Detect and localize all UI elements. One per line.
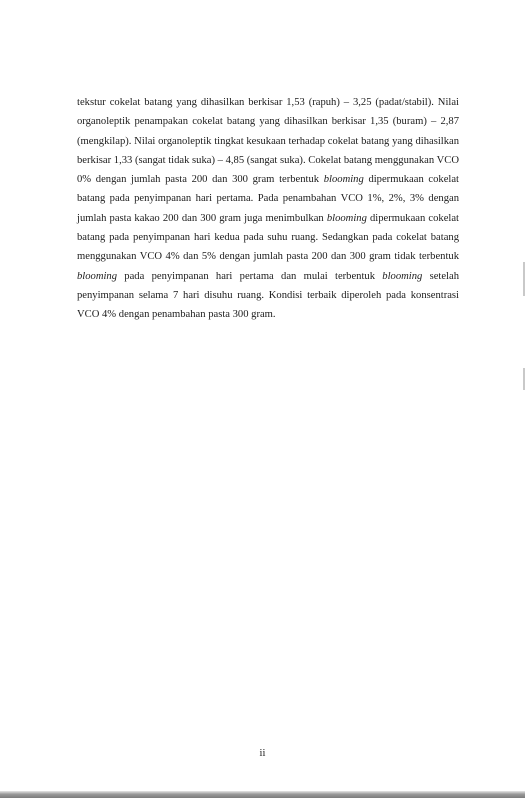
italic-term-blooming: blooming: [77, 270, 118, 282]
text-segment: setelah penyimpanan selama 7 hari disuhu ruang. Kondisi terbaik diperoleh pada konsentrasi VCO 4% dengan penambahan pasta 300 gram.: [77, 270, 459, 321]
text-segment: tekstur cokelat batang yang dihasilkan berkisar 1,53 (rapuh) – 3,25 (padat/stabil). Nilai organoleptik penampakan cokelat batang yang dihasilkan berkisar 1,35 (buram) – 2,87 (mengkilap). Nilai organoleptik tingkat kesukaan terhadap cokelat batang yang dihasilkan berkisar 1,33 (sangat tidak suka) – 4,85 (sangat suka). Cokelat batang menggunakan VCO 0% dengan jumlah pasta 200 dan 300 gram terbentuk: [77, 97, 459, 186]
text-segment: dipermukaan cokelat batang pada penyimpanan hari kedua pada suhu ruang. Sedangkan pada cokelat batang menggunakan VCO 4% dan 5% dengan jumlah pasta 200 dan 300 gram tidak terbentuk: [77, 212, 459, 263]
scan-bottom-edge: [0, 791, 525, 798]
abstract-paragraph: [77, 93, 459, 325]
italic-term-blooming: blooming: [382, 270, 423, 282]
italic-term-blooming: blooming: [326, 212, 367, 224]
page-number: ii: [259, 748, 266, 759]
text-segment: pada penyimpanan hari pertama dan mulai terbentuk: [117, 270, 383, 282]
italic-term-blooming: blooming: [323, 174, 364, 186]
text-segment: dipermukaan cokelat batang pada penyimpanan hari pertama. Pada penambahan VCO 1%, 2%, 3% dengan jumlah pasta kakao 200 dan 300 gram juga menimbulkan: [77, 174, 460, 224]
